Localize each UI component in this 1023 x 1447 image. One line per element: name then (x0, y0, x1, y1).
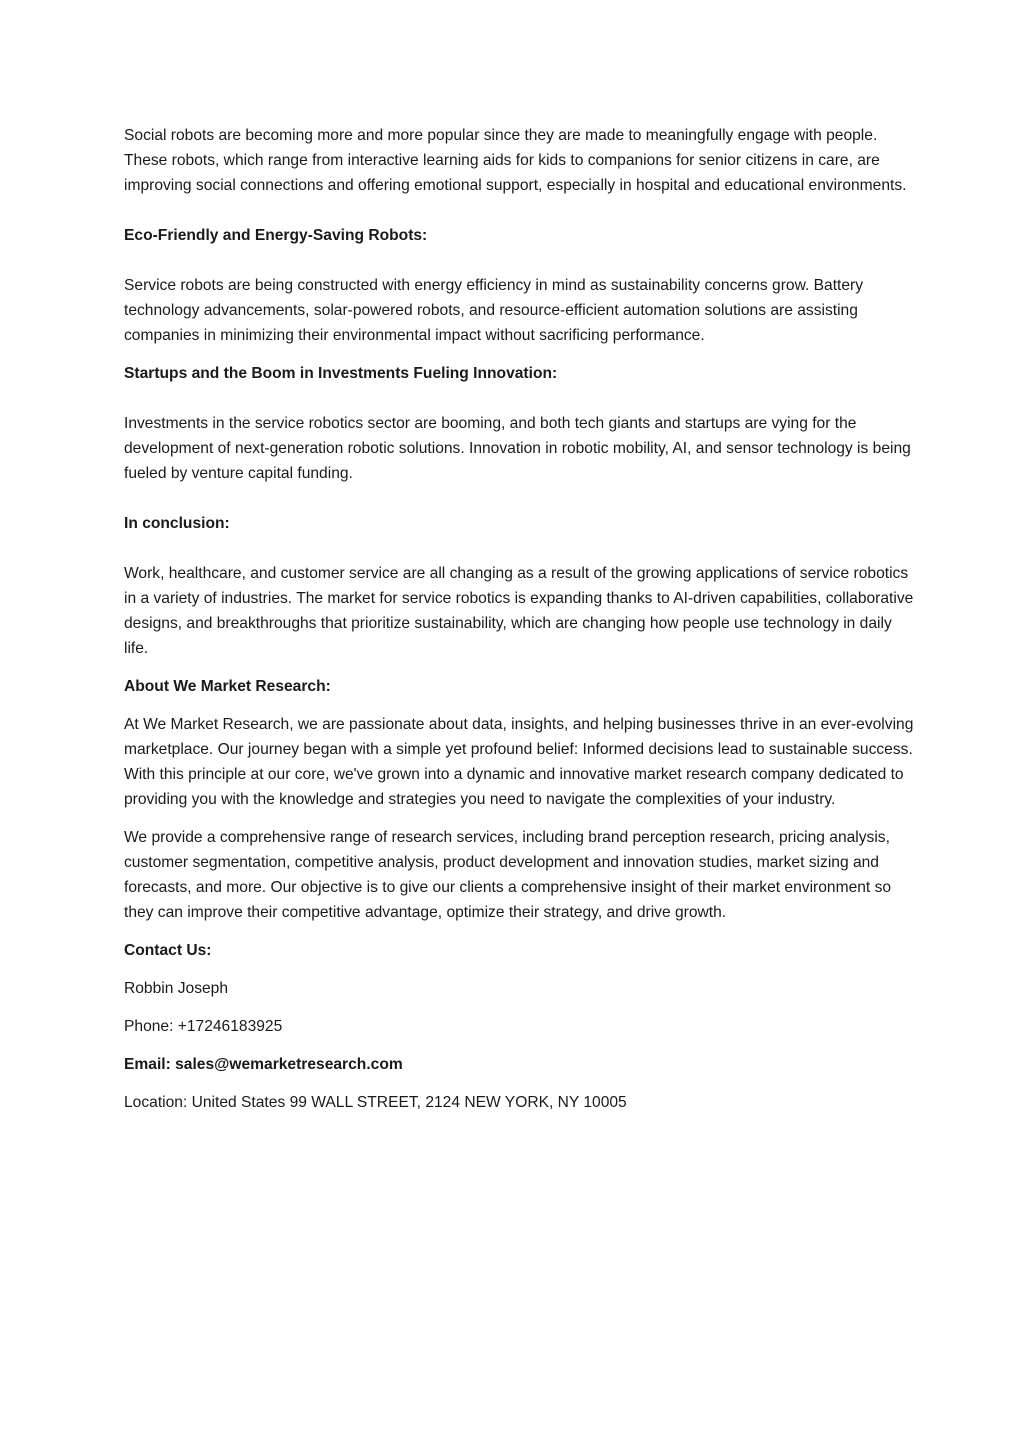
contact-location: Location: United States 99 WALL STREET, 2124 NEW YORK, NY 10005 (124, 1094, 627, 1111)
conclusion-paragraph: Work, healthcare, and customer service are all changing as a result of the growing applications of service robotics in a variety of industries. The market for service robotics is expanding thanks to AI-driven capabilities, collaborative designs, and breakthroughs that prioritize sustainability, which are changing how people use technology in daily life. (124, 565, 914, 657)
about-heading: About We Market Research: (124, 678, 331, 695)
startups-paragraph: Investments in the service robotics sector are booming, and both tech giants and startups are vying for the development of next-generation robotic solutions. Innovation in robotic mobility, AI, and sensor technology is being fueled by venture capital funding. (124, 415, 911, 482)
document-page (124, 123, 914, 1115)
contact-heading: Contact Us: (124, 942, 212, 959)
about-paragraph-2: We provide a comprehensive range of research services, including brand perception research, pricing analysis, customer segmentation, competitive analysis, product development and innovation studies, market sizing and forecasts, and more. Our objective is to give our clients a comprehensive insight of their market environment so they can improve their competitive advantage, optimize their strategy, and drive growth. (124, 829, 892, 921)
startups-heading: Startups and the Boom in Investments Fueling Innovation: (124, 365, 558, 382)
eco-heading: Eco-Friendly and Energy-Saving Robots: (124, 227, 428, 244)
about-paragraph-1: At We Market Research, we are passionate about data, insights, and helping businesses thrive in an ever-evolving marketplace. Our journey began with a simple yet profound belief: Informed decisions lead to sustainable success. With this principle at our core, we've grown into a dynamic and innovative market research company dedicated to providing you with the knowledge and strategies you need to navigate the complexities of your industry. (124, 716, 914, 808)
contact-phone: Phone: +17246183925 (124, 1018, 283, 1035)
eco-paragraph: Service robots are being constructed with energy efficiency in mind as sustainability concerns grow. Battery technology advancements, solar-powered robots, and resource-efficient automation solutions are assisting companies in minimizing their environmental impact without sacrificing performance. (124, 277, 864, 344)
conclusion-heading: In conclusion: (124, 515, 230, 532)
contact-email: Email: sales@wemarketresearch.com (124, 1056, 403, 1073)
contact-name: Robbin Joseph (124, 980, 229, 997)
intro-paragraph: Social robots are becoming more and more popular since they are made to meaningfully engage with people. These robots, which range from interactive learning aids for kids to companions for senior citizens in care, are improving social connections and offering emotional support, especially in hospital and educational environments. (124, 127, 907, 194)
